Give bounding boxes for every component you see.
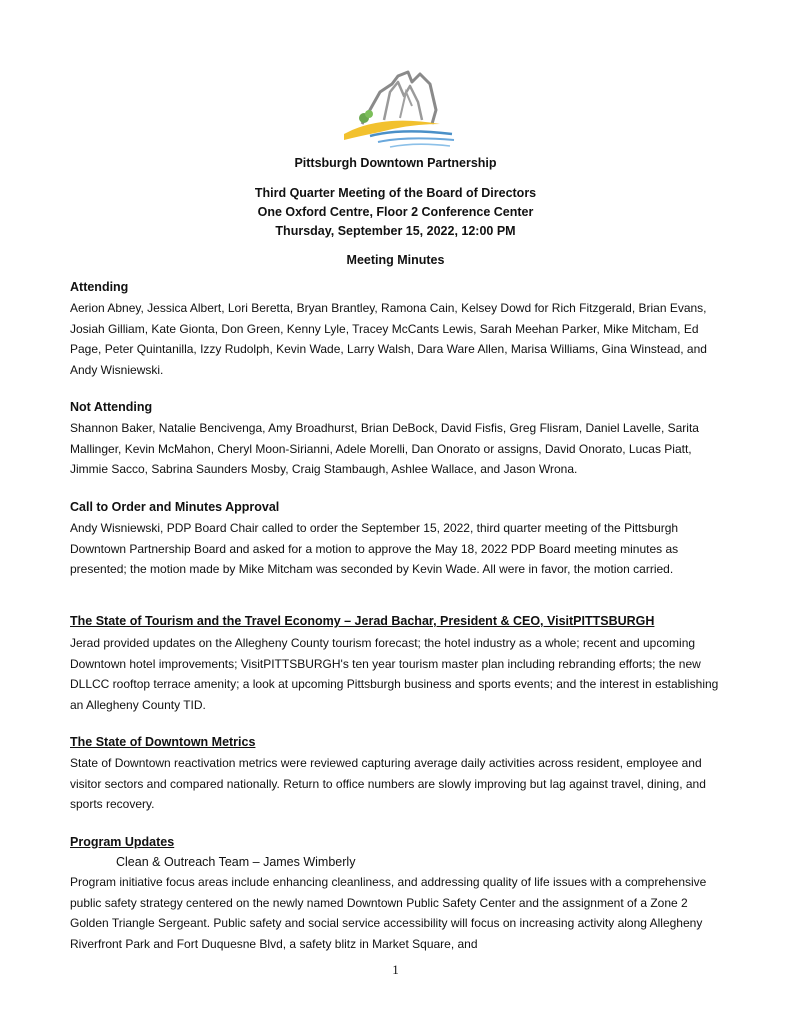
program-updates-text: Program initiative focus areas include enhancing cleanliness, and addressing quality of life issues with a comprehensive public safety strategy centered on the newly named Downtown Public Safety Center and the assignment of a Zone 2 Golden Triangle Sergeant. Public safety and social service accessibility will focus on increasing activity along Allegheny Riverfront Park and Fort Duquesne Blvd, a safety blitz in Market Square, and	[70, 875, 707, 951]
pdp-logo	[340, 62, 460, 152]
meeting-title: Third Quarter Meeting of the Board of Directors	[254, 186, 537, 200]
tourism-text: Jerad provided updates on the Allegheny County tourism forecast; the hotel industry as a whole; recent and upcoming Downtown hotel improvements; VisitPITTSBURGH's ten year tourism master plan including rebranding efforts; the new DLLCC rooftop terrace amenity; a look at upcoming Pittsburgh business and sports events; and the interest in establishing an Allegheny County TID.	[70, 636, 719, 712]
program-updates-heading: Program Updates	[70, 835, 175, 849]
not-attending-list: Shannon Baker, Natalie Bencivenga, Amy Broadhurst, Brian DeBock, David Fisfis, Greg Flisram, Daniel Lavelle, Sarita Mallinger, Kevin McMahon, Cheryl Moon-Sirianni, Adele Morelli, Dan Onorato or assigns, David Onorato, Lucas Piatt, Jimmie Sacco, Sabrina Saunders Mosby, Craig Stambaugh, Ashlee Wallace, and Jason Wrona.	[70, 421, 699, 476]
meeting-datetime: Thursday, September 15, 2022, 12:00 PM	[275, 224, 516, 238]
metrics-heading: The State of Downtown Metrics	[70, 735, 256, 749]
meeting-location: One Oxford Centre, Floor 2 Conference Center	[257, 205, 534, 219]
document-type: Meeting Minutes	[346, 253, 445, 267]
not-attending-heading: Not Attending	[70, 400, 153, 414]
metrics-text: State of Downtown reactivation metrics were reviewed capturing average daily activities across resident, employee and visitor sectors and compared nationally. Return to office numbers are slowly improving but lag against travel, dining, and sports recovery.	[70, 756, 706, 811]
program-updates-subheading: Clean & Outreach Team – James Wimberly	[116, 855, 356, 869]
call-to-order-text: Andy Wisniewski, PDP Board Chair called to order the September 15, 2022, third quarter meeting of the Pittsburgh Downtown Partnership Board and asked for a motion to approve the May 18, 2022 PDP Board meeting minutes as presented; the motion made by Mike Mitcham was seconded by Kevin Wade. All were in favor, the motion carried.	[70, 521, 679, 576]
page-number: 1	[392, 962, 399, 977]
organization-name: Pittsburgh Downtown Partnership	[294, 156, 497, 170]
call-to-order-heading: Call to Order and Minutes Approval	[70, 500, 280, 514]
attending-list: Aerion Abney, Jessica Albert, Lori Beretta, Bryan Brantley, Ramona Cain, Kelsey Dowd for Rich Fitzgerald, Brian Evans, Josiah Gilliam, Kate Gionta, Don Green, Kenny Lyle, Tracey McCants Lewis, Sarah Meehan Parker, Mike Mitcham, Ed Page, Peter Quintanilla, Izzy Rudolph, Kevin Wade, Larry Walsh, Dara Ware Allen, Marisa Williams, Gina Winstead, and Andy Wisniewski.	[70, 301, 707, 377]
tourism-heading: The State of Tourism and the Travel Economy – Jerad Bachar, President & CEO, VisitPITTSBURGH	[70, 614, 655, 628]
attending-heading: Attending	[70, 280, 129, 294]
